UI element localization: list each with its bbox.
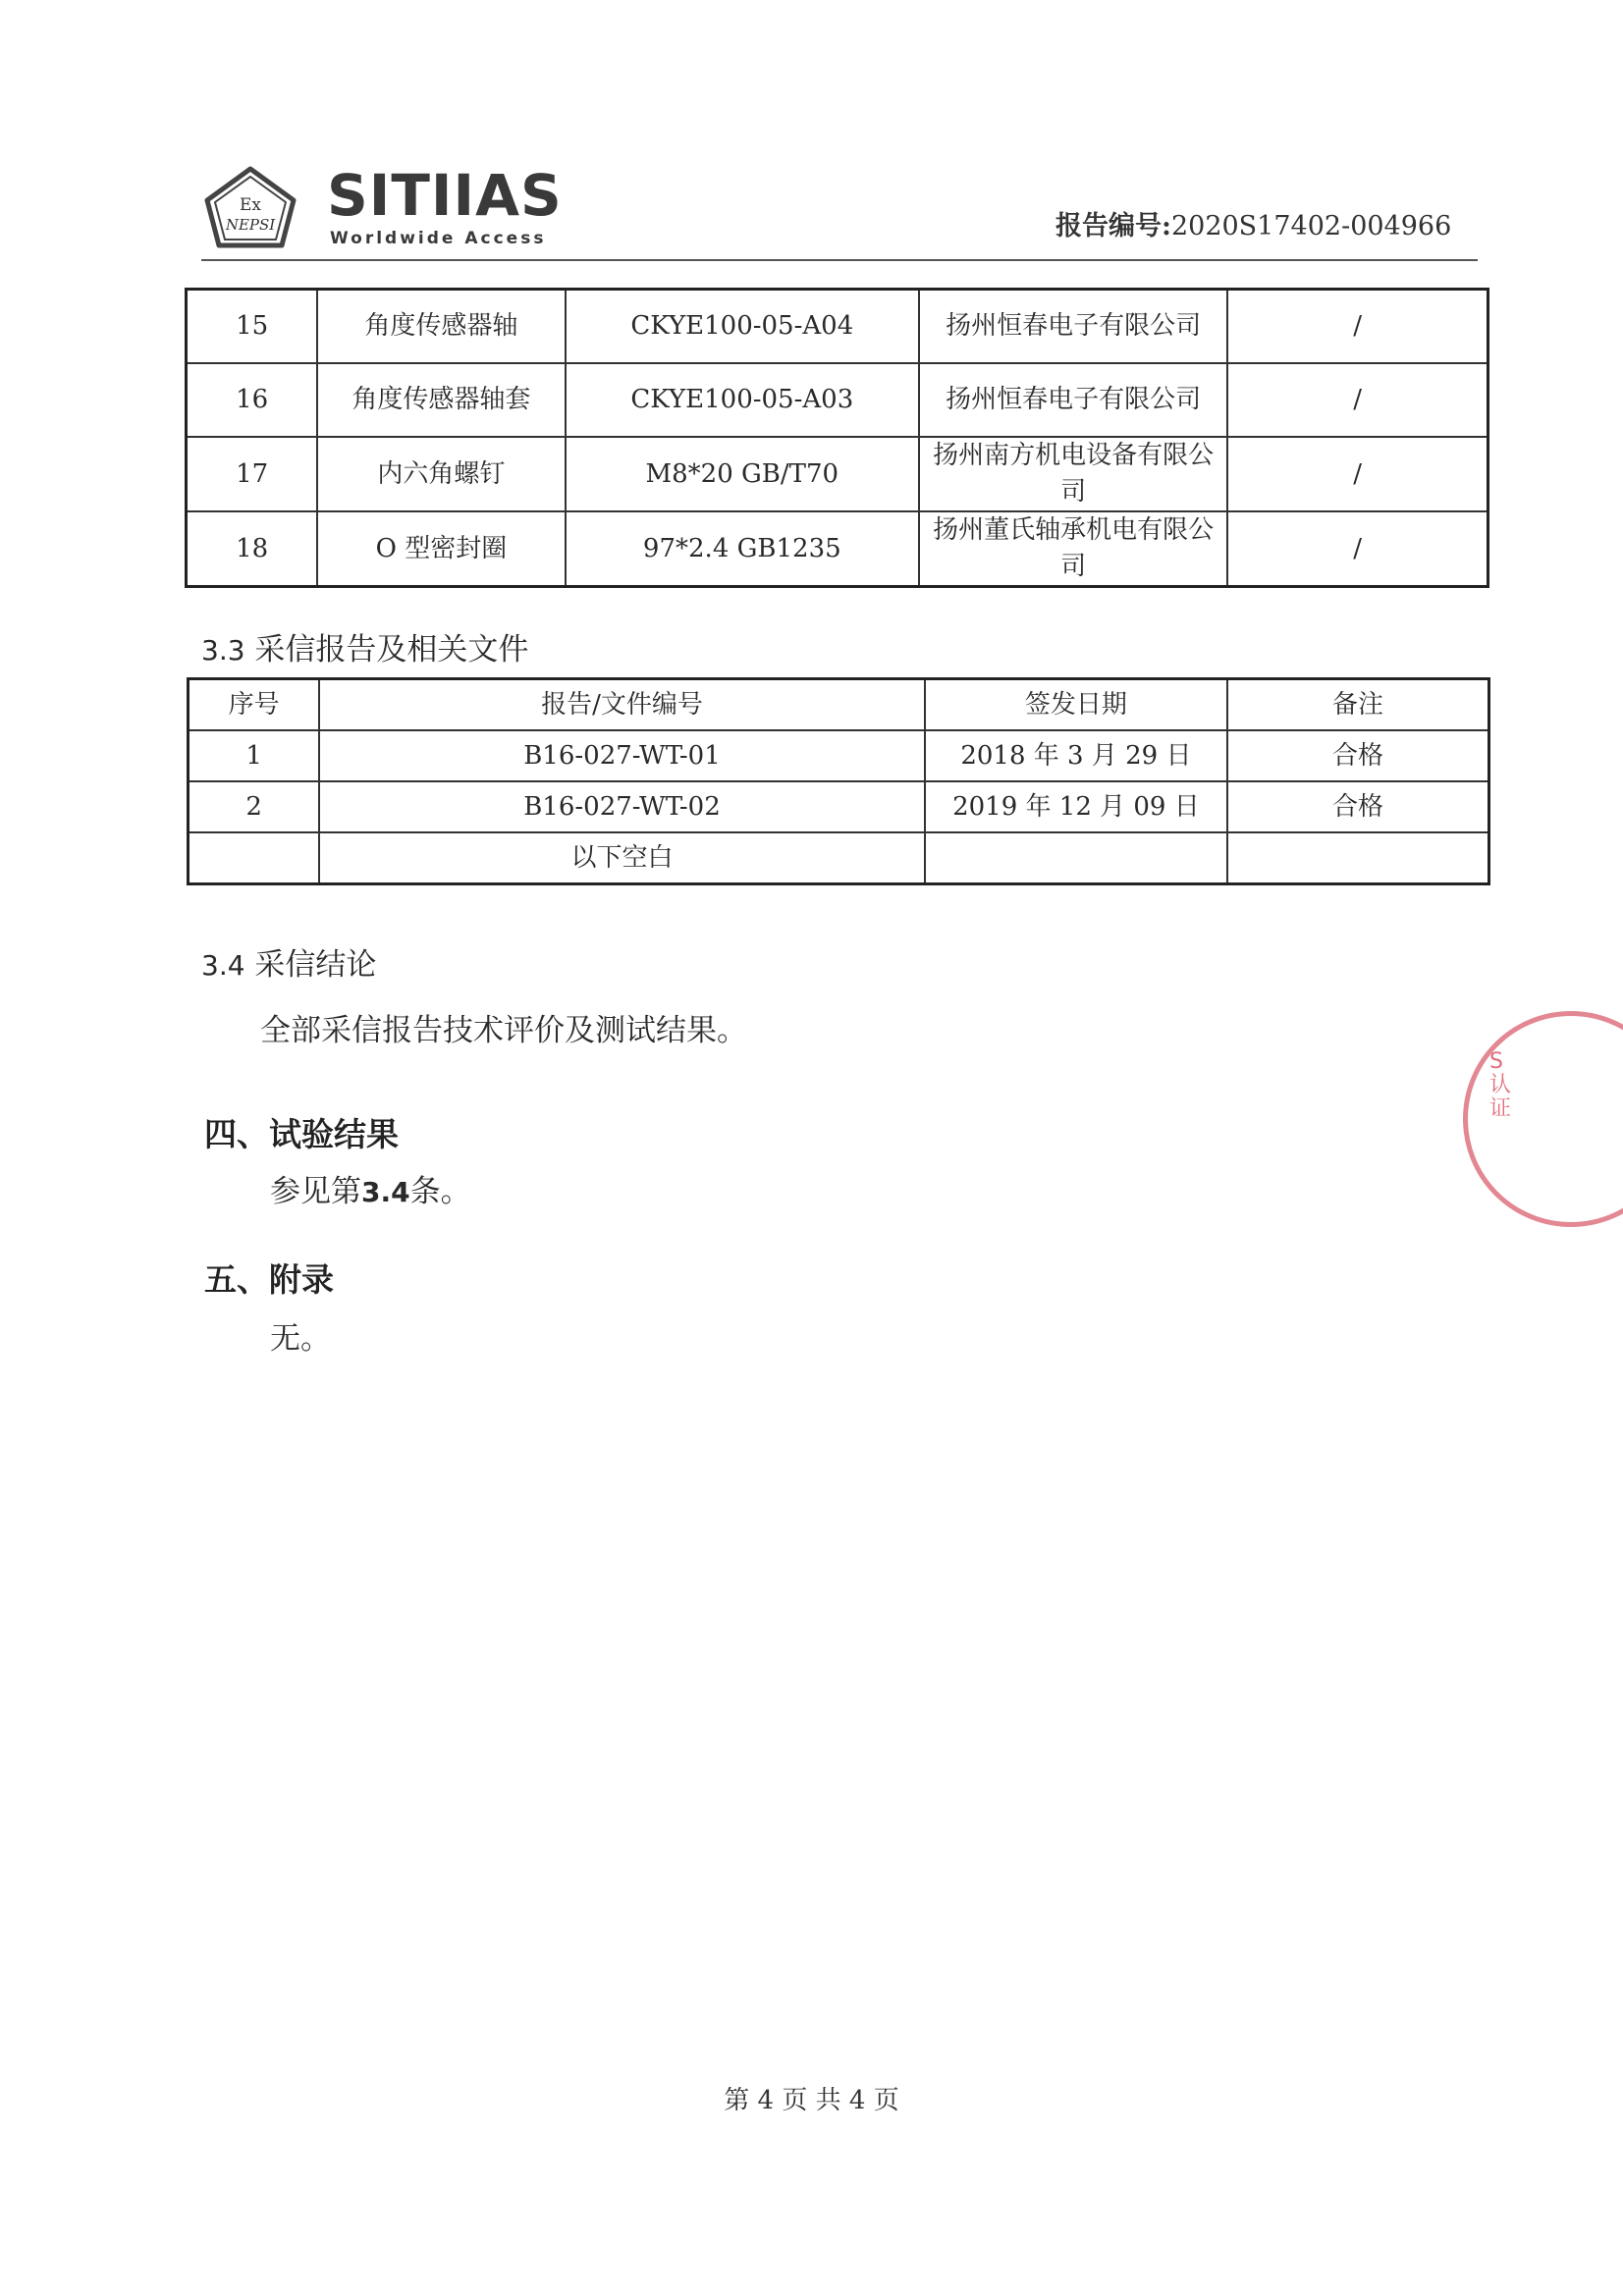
chapter-4-text [270, 1166, 471, 1210]
doc-no [189, 832, 320, 884]
chapter-5-text: 无。 [270, 1321, 331, 1357]
part-note: / [1227, 290, 1488, 364]
section-reference: 3.4 [361, 1176, 410, 1208]
part-name: O 型密封圈 [317, 511, 565, 587]
part-no: 16 [187, 363, 318, 437]
part-maker: 扬州董氏轴承机电有限公司 [919, 511, 1227, 587]
column-header: 序号 [189, 679, 320, 731]
doc-date: 2019 年 12 月 09 日 [925, 781, 1227, 832]
text-prefix: 参见第 [270, 1174, 361, 1209]
table-row [189, 781, 1489, 832]
doc-id: B16-027-WT-01 [319, 730, 925, 781]
certification-seal [1463, 1011, 1623, 1227]
part-model: 97*2.4 GB1235 [566, 511, 919, 587]
chapter-5-heading: 五、附录 [204, 1260, 334, 1299]
section-title: 采信结论 [254, 947, 377, 983]
table-header-row [189, 679, 1489, 731]
part-note: / [1227, 437, 1488, 511]
doc-remark: 合格 [1227, 730, 1488, 781]
doc-remark [1227, 832, 1488, 884]
doc-id: 以下空白 [319, 832, 925, 884]
part-model: CKYE100-05-A03 [566, 363, 919, 437]
report-number-label: 报告编号: [1055, 211, 1171, 241]
doc-remark: 合格 [1227, 781, 1488, 832]
seal-text: S 认证 [1489, 1049, 1512, 1121]
part-maker: 扬州南方机电设备有限公司 [919, 437, 1227, 511]
column-header: 备注 [1227, 679, 1488, 731]
part-maker: 扬州恒春电子有限公司 [919, 363, 1227, 437]
table-row [187, 290, 1488, 364]
table-row [189, 832, 1489, 884]
table-row [189, 730, 1489, 781]
part-name: 内六角螺钉 [317, 437, 565, 511]
header-divider [201, 259, 1478, 261]
doc-no: 1 [189, 730, 320, 781]
section-number: 3.4 [201, 949, 245, 982]
brand-logo: SITIIAS [327, 162, 563, 229]
table-row [187, 511, 1488, 587]
part-note: / [1227, 511, 1488, 587]
logo-mark-bottom: NEPSI [225, 216, 276, 234]
page-footer: 第 4 页 共 4 页 [724, 2086, 899, 2115]
table-row [187, 437, 1488, 511]
documents-table [187, 677, 1490, 885]
part-name: 角度传感器轴 [317, 290, 565, 364]
logo-mark-top: Ex [240, 195, 261, 215]
column-header: 签发日期 [925, 679, 1227, 731]
part-no: 15 [187, 290, 318, 364]
section-3-4-heading [201, 939, 376, 984]
column-header: 报告/文件编号 [319, 679, 925, 731]
brand-tagline: Worldwide Access [330, 229, 547, 248]
report-number [1055, 204, 1451, 242]
doc-date [925, 832, 1227, 884]
report-number-value: 2020S17402-004966 [1170, 211, 1452, 241]
doc-date: 2018 年 3 月 29 日 [925, 730, 1227, 781]
doc-id: B16-027-WT-02 [319, 781, 925, 832]
section-3-4-text: 全部采信报告技术评价及测试结果。 [260, 1013, 747, 1048]
text-suffix: 条。 [409, 1174, 471, 1209]
part-name: 角度传感器轴套 [317, 363, 565, 437]
doc-no: 2 [189, 781, 320, 832]
section-3-3-heading [201, 624, 528, 668]
section-number: 3.3 [201, 634, 245, 667]
part-maker: 扬州恒春电子有限公司 [919, 290, 1227, 364]
part-no: 18 [187, 511, 318, 587]
section-title: 采信报告及相关文件 [254, 632, 529, 667]
part-note: / [1227, 363, 1488, 437]
part-model: M8*20 GB/T70 [566, 437, 919, 511]
chapter-4-heading: 四、试验结果 [204, 1115, 399, 1153]
part-model: CKYE100-05-A04 [566, 290, 919, 364]
part-no: 17 [187, 437, 318, 511]
parts-table [185, 288, 1489, 588]
table-row [187, 363, 1488, 437]
nepsi-logo [203, 165, 298, 249]
